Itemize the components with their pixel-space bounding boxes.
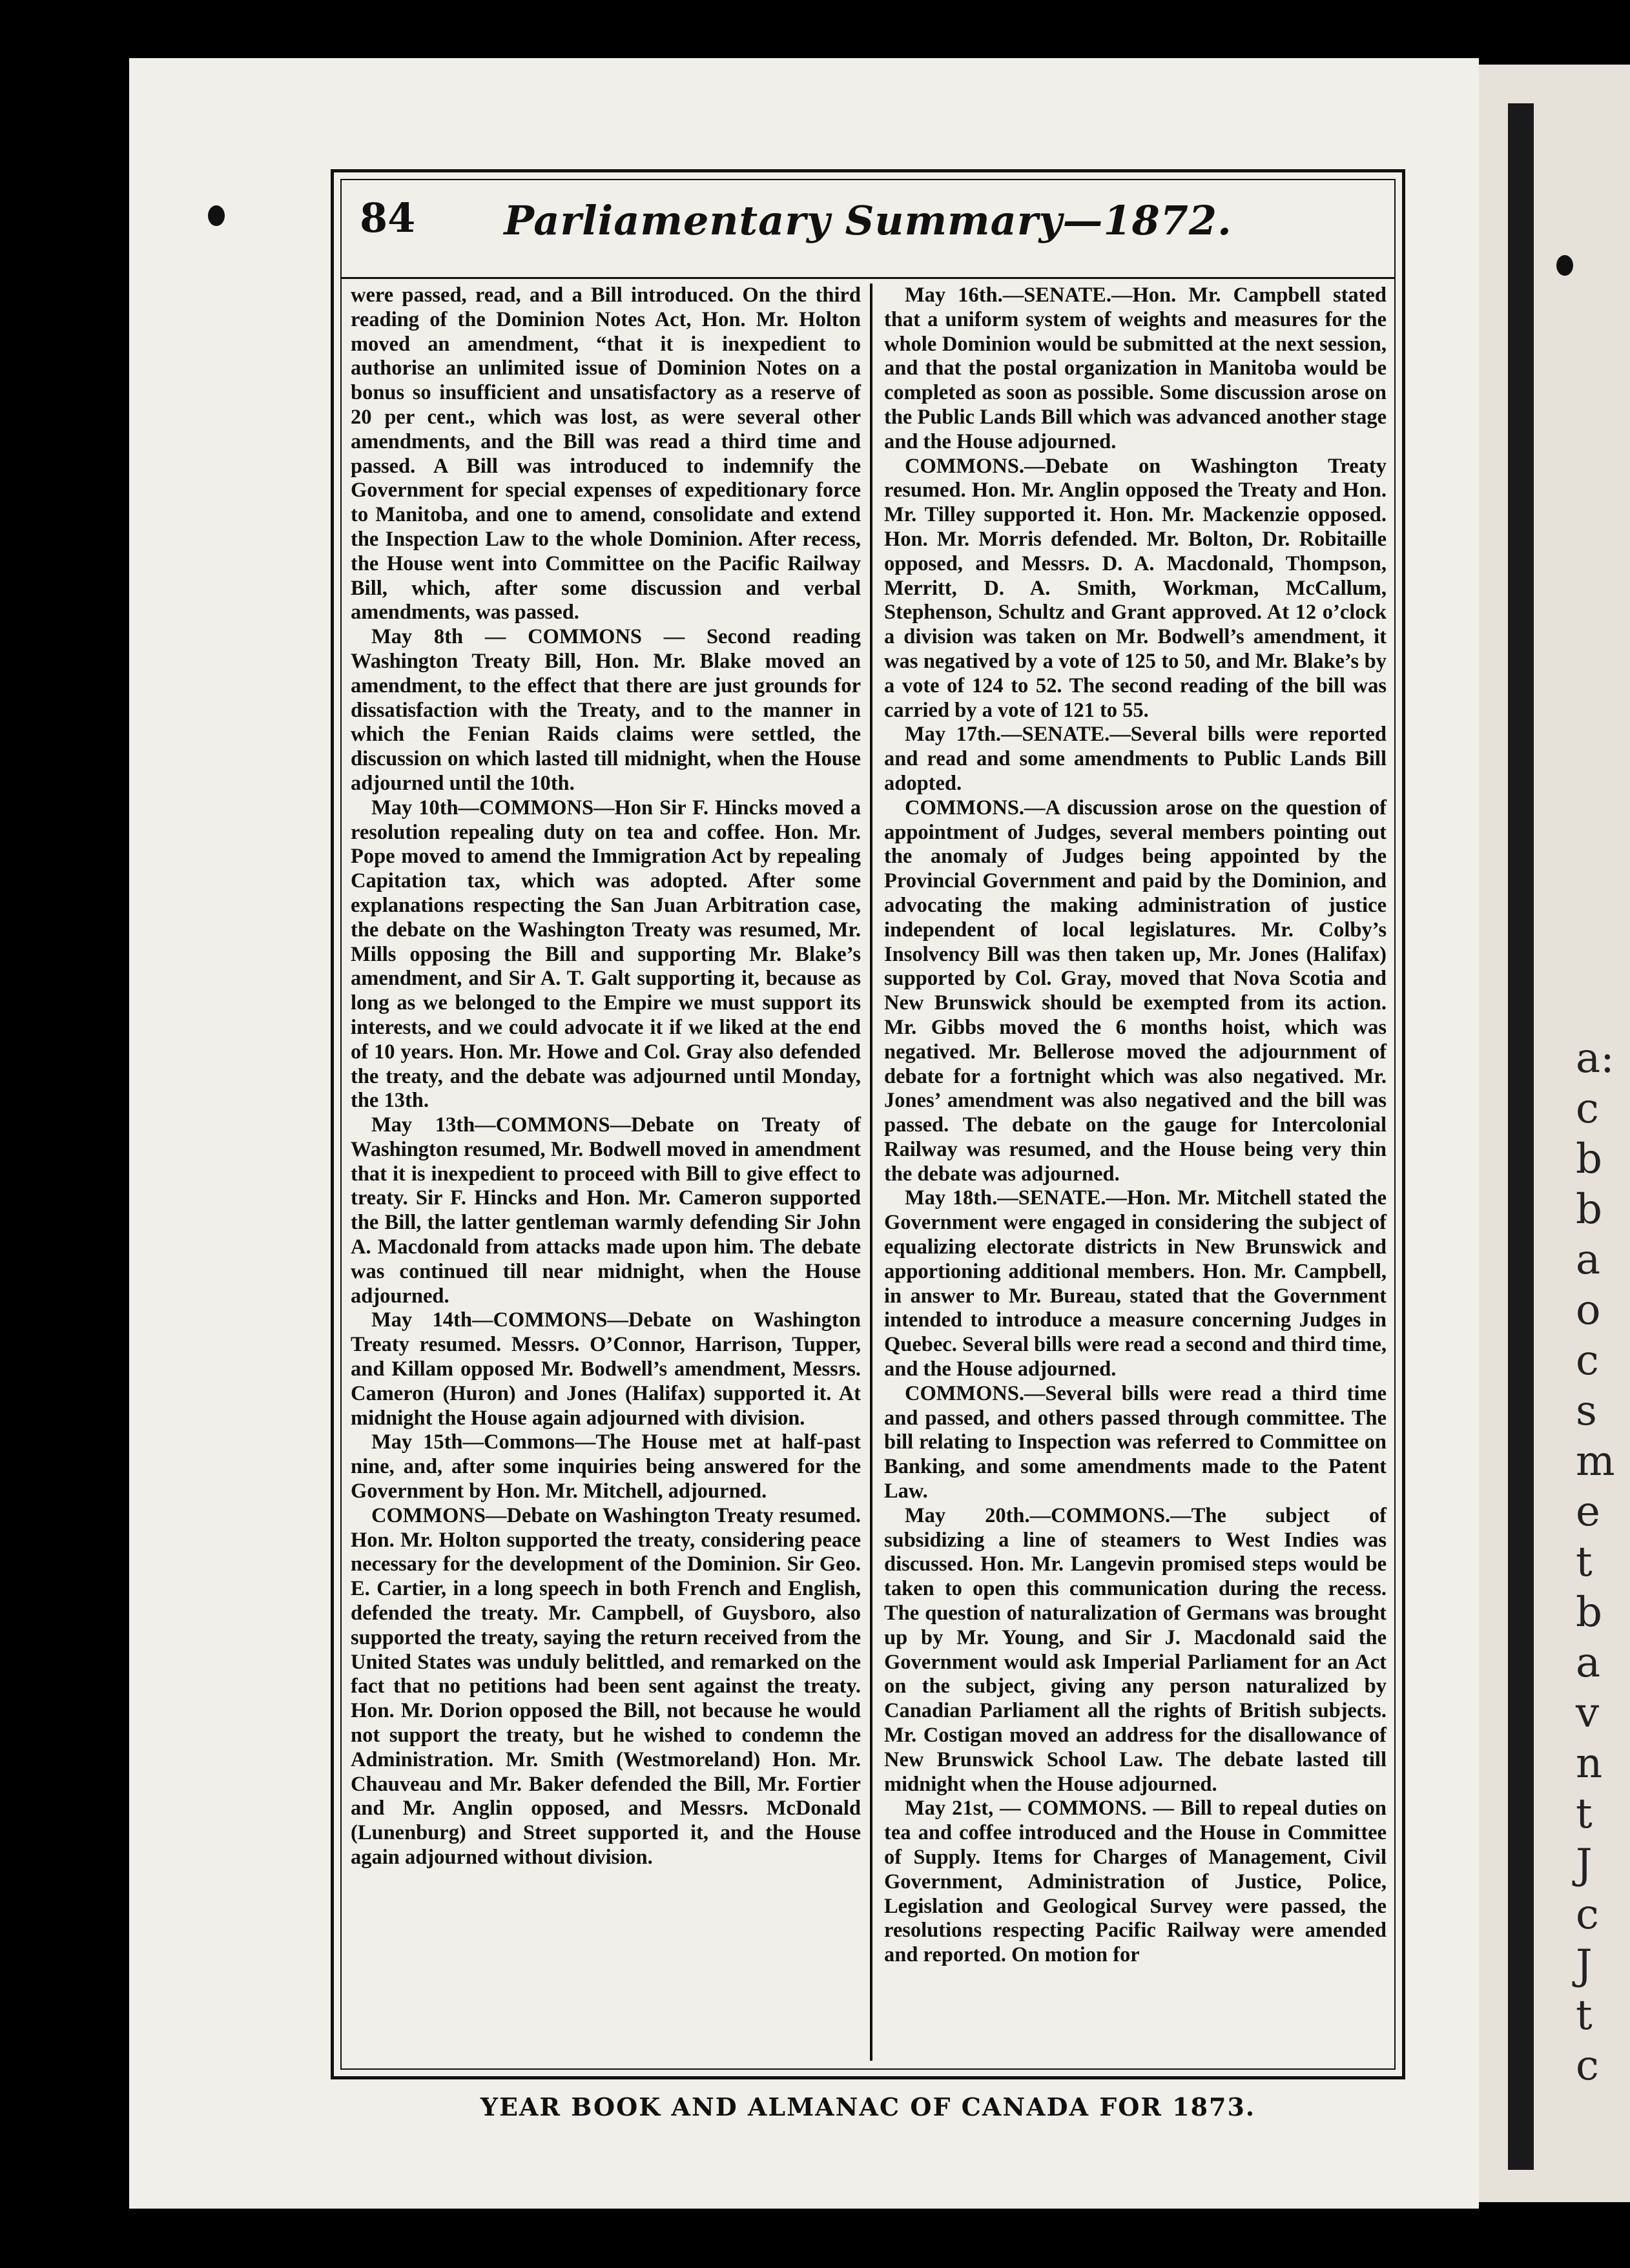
adjacent-page-strip: [1479, 65, 1630, 2202]
paragraph: COMMONS.—Several bills were read a third time and passed, and others passed through committee. The bill relating to Inspection was referred to Committee on Banking, and some amendments made to the Patent Law.: [884, 1381, 1387, 1503]
adjacent-page-text: a: c b b a o c s m e t b a v n t J c J t c: [1576, 1035, 1615, 2090]
column-rule: [870, 284, 872, 2061]
paragraph: COMMONS.—A discussion arose on the question of appointment of Judges, several members pointing out the anomaly of Judges being appointed by the Provincial Government and paid by the Dominion, and advocating the making administration of justice independent of local legislatures. Mr. Colby’s Insolvency Bill was then taken up, Mr. Jones (Halifax) supported by Col. Gray, moved that Nova Scotia and New Brunswick should be exempted from its action. Mr. Gibbs moved the 6 months hoist, which was negatived. Mr. Bellerose moved the adjournment of debate for a fortnight which was also negatived. Mr. Jones’ amendment was also negatived and the bill was passed. The debate on the gauge for Intercolonial Railway was resumed, and the House being very thin the debate was adjourned.: [884, 796, 1387, 1186]
paragraph: May 8th — COMMONS — Second reading Washington Treaty Bill, Hon. Mr. Blake moved an amendment, to the effect that there are just grounds for dissatisfaction with the Treaty, and to the manner in which the Fenian Raids claims were settled, the discussion on which lasted till midnight, when the House adjourned until the 10th.: [351, 625, 861, 795]
paragraph: COMMONS.—Debate on Washington Treaty resumed. Hon. Mr. Anglin opposed the Treaty and Hon. Mr. Tilley supported it. Hon. Mr. Mackenzie opposed. Hon. Mr. Morris defended. Mr. Bolton, Dr. Robitaille opposed, and Messrs. D. A. Macdonald, Thompson, Merritt, D. A. Smith, Workman, McCallum, Stephenson, Schultz and Grant approved. At 12 o’clock a division was taken on Mr. Bodwell’s amendment, it was negatived by a vote of 125 to 50, and Mr. Blake’s by a vote of 124 to 52. The second reading of the bill was carried by a vote of 121 to 55.: [884, 454, 1387, 722]
paragraph: May 10th—COMMONS—Hon Sir F. Hincks moved a resolution repealing duty on tea and coffee. Hon. Mr. Pope moved to amend the Immigration Act by repealing Capitation tax, which was adopted. After some explanations respecting the San Juan Arbitration case, the debate on the Washington Treaty was resumed, Mr. Mills opposing the Bill and supporting Mr. Blake’s amendment, and Sir A. T. Galt supporting it, because as long as we belonged to the Empire we must support its interests, and we could advocate it if we liked at the end of 10 years. Hon. Mr. Howe and Col. Gray also defended the treaty, and the debate was adjourned until Monday, the 13th.: [351, 796, 861, 1113]
right-column: [884, 284, 1387, 2057]
binding-hole: [1556, 255, 1573, 276]
running-header: [342, 180, 1394, 279]
footer-line: YEAR BOOK AND ALMANAC OF CANADA FOR 1873.: [480, 2092, 1256, 2121]
running-title: Parliamentary Summary—1872.: [504, 197, 1232, 244]
page-frame-inner: [340, 179, 1396, 2070]
paragraph: May 13th—COMMONS—Debate on Treaty of Washington resumed, Mr. Bodwell moved in amendment that it is inexpedient to proceed with Bill to give effect to treaty. Sir F. Hincks and Hon. Mr. Cameron supported the Bill, the latter gentleman warmly defending Sir John A. Macdonald from attacks made upon him. The debate was continued till near midnight, when the House adjourned.: [351, 1113, 861, 1308]
paragraph: May 21st, — COMMONS. — Bill to repeal duties on tea and coffee introduced and the House in Committee of Supply. Items for Charges of Management, Civil Government, Administration of Justice, Police, Legislation and Geological Survey were passed, the resolutions respecting Pacific Railway were amended and reported. On motion for: [884, 1797, 1387, 1967]
binding-hole: [208, 205, 225, 226]
paragraph: May 15th—Commons—The House met at half-past nine, and, after some inquiries being answered for the Government by Hon. Mr. Mitchell, adjourned.: [351, 1430, 861, 1503]
paragraph: May 18th.—SENATE.—Hon. Mr. Mitchell stated the Government were engaged in considering the subject of equalizing electorate districts in New Brunswick and apportioning additional members. Hon. Mr. Campbell, in answer to Mr. Bureau, stated that the Government intended to introduce a measure concerning Judges in Quebec. Several bills were read a second and third time, and the House adjourned.: [884, 1186, 1387, 1381]
left-column: [351, 284, 861, 2057]
paragraph: COMMONS—Debate on Washington Treaty resumed. Hon. Mr. Holton supported the treaty, considering peace necessary for the development of the Dominion. Sir Geo. E. Cartier, in a long speech in both French and English, defended the treaty. Mr. Campbell, of Guysboro, also supported the treaty, saying the return received from the United States was unduly belittled, and remarked on the fact that no petitions had been sent against the treaty. Hon. Mr. Dorion opposed the Bill, not because he would not support the treaty, but he wished to condemn the Administration. Mr. Smith (Westmoreland) Hon. Mr. Chauveau and Mr. Baker defended the Bill, Mr. Fortier and Mr. Anglin opposed, and Messrs. McDonald (Lunenburg) and Street supported it, and the House again adjourned without division.: [351, 1503, 861, 1869]
page-frame: [331, 169, 1405, 2079]
page-number: 84: [360, 194, 416, 242]
paragraph: May 16th.—SENATE.—Hon. Mr. Campbell stated that a uniform system of weights and measures for the whole Dominion would be submitted at the next session, and that the postal organization in Manitoba would be completed as soon as possible. Some discussion arose on the Public Lands Bill which was advanced another stage and the House adjourned.: [884, 284, 1387, 453]
paragraph: May 17th.—SENATE.—Several bills were reported and read and some amendments to Public Lands Bill adopted.: [884, 723, 1387, 795]
paragraph: May 20th.—COMMONS.—The subject of subsidizing a line of steamers to West Indies was discussed. Hon. Mr. Langevin promised steps would be taken to open this communication during the recess. The question of naturalization of Germans was brought up by Mr. Young, and Sir J. Macdonald said the Government would ask Imperial Parliament for an Act on the subject, giving any person naturalized by Canadian Parliament all the rights of British subjects. Mr. Costigan moved an address for the disallowance of New Brunswick School Law. The debate lasted till midnight when the House adjourned.: [884, 1503, 1387, 1796]
paragraph: were passed, read, and a Bill introduced. On the third reading of the Dominion Notes Act, Hon. Mr. Holton moved an amendment, “that it is inexpedient to authorise an unlimited issue of Dominion Notes on a bonus so insufficient and unsatisfactory as a reserve of 20 per cent., which was lost, as were several other amendments, and the Bill was read a third time and passed. A Bill was introduced to indemnify the Government for special expenses of expeditionary force to Manitoba, and one to amend, consolidate and extend the Inspection Law to the whole Dominion. After recess, the House went into Committee on the Pacific Railway Bill, which, after some discussion and verbal amendments, was passed.: [351, 284, 861, 624]
paragraph: May 14th—COMMONS—Debate on Washington Treaty resumed. Messrs. O’Connor, Harrison, Tupper, and Killam opposed Mr. Bodwell’s amendment, Messrs. Cameron (Huron) and Jones (Halifax) supported it. At midnight the House again adjourned with division.: [351, 1308, 861, 1430]
binding-shadow: [1508, 103, 1534, 2170]
